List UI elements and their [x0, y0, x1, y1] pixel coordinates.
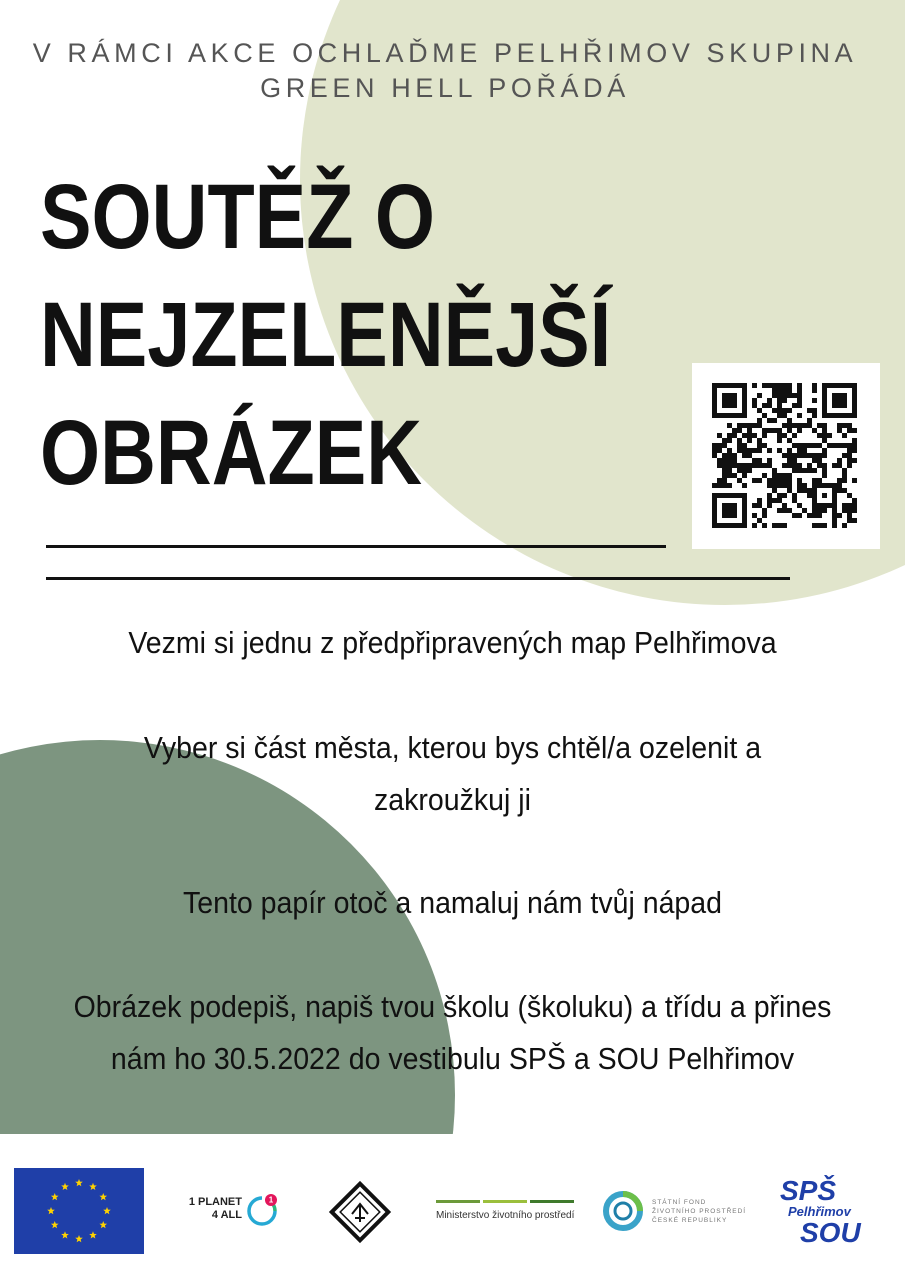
sfzp-line-1: STÁTNÍ FOND [652, 1199, 707, 1206]
sou-wordmark: SOU [800, 1217, 861, 1248]
eu-star-icon [51, 1193, 59, 1200]
sfzp-swirl-icon [602, 1190, 644, 1232]
sfzp-wordmark [652, 1198, 746, 1225]
divider-line [46, 577, 790, 580]
sps-wordmark: SPŠ [780, 1175, 837, 1206]
step-1-line-1: Vezmi si jednu z předpřipravených map Pelhřimova [128, 625, 777, 660]
divider-line [46, 545, 666, 548]
one-planet-wordmark [184, 1196, 242, 1222]
one-planet-logo [184, 1193, 284, 1233]
planet-badge-number: 1 [268, 1195, 274, 1205]
instruction-step-1 [36, 617, 869, 669]
step-2-line-2: zakroužkuj ji [374, 782, 531, 817]
sps-town: Pelhřimov [788, 1204, 851, 1219]
instruction-step-4 [36, 981, 869, 1085]
sfzp-line-3: ČESKÉ REPUBLIKY [652, 1217, 728, 1224]
eu-star-icon [47, 1207, 55, 1214]
title-line-2: NEJZELENĚJŠÍ [40, 284, 612, 386]
eu-star-icon [75, 1235, 83, 1242]
eu-star-icon [89, 1231, 97, 1238]
ministry-environment-logo [436, 1200, 574, 1230]
intro-line-1: V RÁMCI AKCE OCHLAĎME PELHŘIMOV SKUPINA [32, 38, 858, 68]
eu-star-icon [103, 1207, 111, 1214]
eu-flag-icon [14, 1168, 144, 1254]
planet-ring-icon [244, 1193, 280, 1229]
ministry-label: Ministerstvo životního prostředí [436, 1210, 575, 1221]
step-2-line-1: Vyber si část města, kterou bys chtěl/a ozelenit a [143, 730, 762, 765]
title-line-3: OBRÁZEK [40, 402, 423, 504]
step-4-line-1: Obrázek podepiš, napiš tvou školu (školuku) a třídu a přines [73, 989, 832, 1024]
poster-title [40, 158, 611, 512]
state-environmental-fund-logo [602, 1190, 762, 1234]
intro-text [30, 36, 860, 106]
step-3-line-1: Tento papír otoč a namaluj nám tvůj nápad [182, 885, 723, 920]
eu-star-icon [75, 1179, 83, 1186]
clovek-v-tisni-seal-icon [328, 1180, 392, 1244]
eu-star-icon [89, 1183, 97, 1190]
sfzp-line-2: ŽIVOTNÍHO PROSTŘEDÍ [652, 1208, 747, 1215]
eu-star-icon [51, 1221, 59, 1228]
eu-star-icon [99, 1221, 107, 1228]
eu-star-icon [99, 1193, 107, 1200]
partner-logos [0, 1160, 905, 1270]
one-planet-line-1: 1 PLANET [188, 1196, 242, 1208]
intro-line-2: GREEN HELL POŘÁDÁ [260, 73, 630, 103]
instruction-step-3 [36, 877, 869, 929]
step-4-line-2: nám ho 30.5.2022 do vestibulu SPŠ a SOU Pelhřimov [110, 1041, 795, 1076]
ministry-color-bars [436, 1200, 574, 1203]
qr-code-icon[interactable] [712, 383, 857, 528]
one-planet-line-2: 4 ALL [211, 1209, 242, 1221]
sps-sou-pelhrimov-logo [778, 1176, 884, 1256]
title-line-1: SOUTĚŽ O [40, 166, 436, 268]
eu-stars-icon [14, 1168, 144, 1254]
qr-code-panel[interactable] [692, 363, 880, 549]
eu-star-icon [61, 1231, 69, 1238]
instruction-step-2 [36, 722, 869, 826]
eu-star-icon [61, 1183, 69, 1190]
